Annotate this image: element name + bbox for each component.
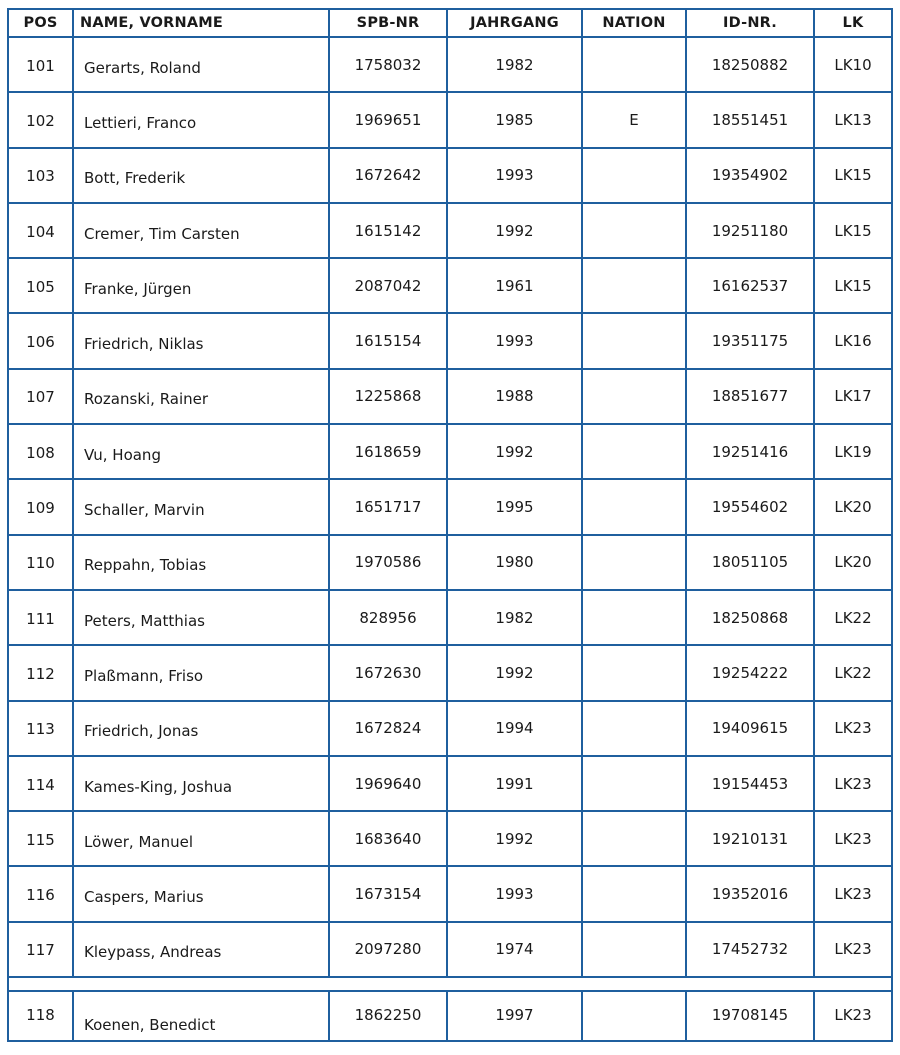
cell-pos: 109 — [7, 480, 72, 533]
header-name: NAME, VORNAME — [72, 10, 328, 36]
cell-lk: LK20 — [813, 536, 893, 589]
cell-jahrgang: 1992 — [446, 425, 581, 478]
cell-pos: 107 — [7, 370, 72, 423]
cell-name: Lettieri, Franco — [72, 93, 328, 146]
cell-spb: 1225868 — [328, 370, 446, 423]
cell-spb: 1862250 — [328, 992, 446, 1040]
cell-name: Plaßmann, Friso — [72, 646, 328, 699]
cell-jahrgang: 1993 — [446, 314, 581, 367]
cell-pos: 116 — [7, 867, 72, 920]
table-row — [7, 370, 893, 425]
cell-nation — [581, 480, 685, 533]
cell-id: 18250882 — [685, 38, 813, 91]
cell-jahrgang: 1993 — [446, 867, 581, 920]
cell-id: 19554602 — [685, 480, 813, 533]
cell-id: 19251416 — [685, 425, 813, 478]
header-pos: POS — [7, 10, 72, 36]
cell-name: Schaller, Marvin — [72, 480, 328, 533]
cell-name: Bott, Frederik — [72, 149, 328, 202]
cell-pos: 108 — [7, 425, 72, 478]
cell-pos: 110 — [7, 536, 72, 589]
cell-nation — [581, 259, 685, 312]
cell-spb: 2087042 — [328, 259, 446, 312]
table-row — [7, 93, 893, 148]
cell-lk: LK23 — [813, 923, 893, 976]
cell-nation — [581, 812, 685, 865]
cell-pos: 104 — [7, 204, 72, 257]
cell-lk: LK23 — [813, 757, 893, 810]
cell-spb: 1618659 — [328, 425, 446, 478]
table-row — [7, 702, 893, 757]
cell-jahrgang: 1992 — [446, 204, 581, 257]
table-row — [7, 923, 893, 978]
cell-spb: 1672642 — [328, 149, 446, 202]
cell-lk: LK13 — [813, 93, 893, 146]
cell-lk: LK16 — [813, 314, 893, 367]
player-table — [7, 8, 893, 1042]
table-row — [7, 757, 893, 812]
cell-spb: 2097280 — [328, 923, 446, 976]
cell-id: 17452732 — [685, 923, 813, 976]
cell-nation — [581, 149, 685, 202]
cell-pos: 105 — [7, 259, 72, 312]
cell-lk: LK23 — [813, 992, 893, 1040]
cell-pos: 101 — [7, 38, 72, 91]
cell-nation — [581, 591, 685, 644]
cell-jahrgang: 1994 — [446, 702, 581, 755]
cell-id: 19210131 — [685, 812, 813, 865]
cell-spb: 1672824 — [328, 702, 446, 755]
cell-pos: 114 — [7, 757, 72, 810]
table-row — [7, 591, 893, 646]
cell-id: 19251180 — [685, 204, 813, 257]
cell-id: 18551451 — [685, 93, 813, 146]
cell-spb: 1969651 — [328, 93, 446, 146]
cell-spb: 1615154 — [328, 314, 446, 367]
cell-lk: LK15 — [813, 149, 893, 202]
cell-name: Kleypass, Andreas — [72, 923, 328, 976]
cell-jahrgang: 1992 — [446, 812, 581, 865]
cell-id: 19409615 — [685, 702, 813, 755]
cell-lk: LK23 — [813, 812, 893, 865]
cell-name: Koenen, Benedict — [72, 992, 328, 1040]
cell-jahrgang: 1988 — [446, 370, 581, 423]
cell-name: Cremer, Tim Carsten — [72, 204, 328, 257]
cell-jahrgang: 1997 — [446, 992, 581, 1040]
cell-nation — [581, 38, 685, 91]
cell-id: 19352016 — [685, 867, 813, 920]
table-row — [7, 990, 893, 1042]
cell-pos: 102 — [7, 93, 72, 146]
table-row — [7, 536, 893, 591]
cell-lk: LK22 — [813, 646, 893, 699]
cell-name: Friedrich, Jonas — [72, 702, 328, 755]
cell-nation — [581, 204, 685, 257]
table-row — [7, 646, 893, 701]
cell-spb: 1970586 — [328, 536, 446, 589]
cell-spb: 1651717 — [328, 480, 446, 533]
cell-jahrgang: 1980 — [446, 536, 581, 589]
cell-name: Gerarts, Roland — [72, 38, 328, 91]
cell-lk: LK10 — [813, 38, 893, 91]
cell-nation — [581, 646, 685, 699]
cell-nation — [581, 425, 685, 478]
cell-id: 19254222 — [685, 646, 813, 699]
cell-id: 19354902 — [685, 149, 813, 202]
cell-nation — [581, 536, 685, 589]
table-row — [7, 867, 893, 922]
table-row — [7, 259, 893, 314]
cell-nation — [581, 923, 685, 976]
cell-nation: E — [581, 93, 685, 146]
cell-name: Franke, Jürgen — [72, 259, 328, 312]
cell-jahrgang: 1982 — [446, 38, 581, 91]
table-row — [7, 38, 893, 93]
cell-name: Vu, Hoang — [72, 425, 328, 478]
table-header — [7, 8, 893, 38]
cell-jahrgang: 1982 — [446, 591, 581, 644]
cell-nation — [581, 992, 685, 1040]
cell-jahrgang: 1974 — [446, 923, 581, 976]
cell-pos: 113 — [7, 702, 72, 755]
cell-name: Kames-King, Joshua — [72, 757, 328, 810]
cell-lk: LK23 — [813, 702, 893, 755]
cell-spb: 1969640 — [328, 757, 446, 810]
cell-pos: 118 — [7, 992, 72, 1040]
cell-jahrgang: 1991 — [446, 757, 581, 810]
table-row — [7, 480, 893, 535]
header-lk: LK — [813, 10, 893, 36]
cell-pos: 106 — [7, 314, 72, 367]
cell-nation — [581, 867, 685, 920]
cell-lk: LK19 — [813, 425, 893, 478]
cell-id: 19351175 — [685, 314, 813, 367]
cell-spb: 1758032 — [328, 38, 446, 91]
cell-spb: 1673154 — [328, 867, 446, 920]
cell-spb: 1615142 — [328, 204, 446, 257]
cell-lk: LK15 — [813, 204, 893, 257]
cell-lk: LK23 — [813, 867, 893, 920]
cell-name: Löwer, Manuel — [72, 812, 328, 865]
cell-pos: 112 — [7, 646, 72, 699]
cell-lk: LK15 — [813, 259, 893, 312]
cell-id: 18250868 — [685, 591, 813, 644]
cell-nation — [581, 702, 685, 755]
cell-id: 18851677 — [685, 370, 813, 423]
cell-pos: 115 — [7, 812, 72, 865]
cell-pos: 111 — [7, 591, 72, 644]
cell-jahrgang: 1995 — [446, 480, 581, 533]
cell-nation — [581, 314, 685, 367]
cell-lk: LK20 — [813, 480, 893, 533]
header-id: ID-NR. — [685, 10, 813, 36]
cell-spb: 1683640 — [328, 812, 446, 865]
cell-id: 16162537 — [685, 259, 813, 312]
cell-name: Friedrich, Niklas — [72, 314, 328, 367]
cell-pos: 103 — [7, 149, 72, 202]
cell-nation — [581, 757, 685, 810]
cell-name: Reppahn, Tobias — [72, 536, 328, 589]
cell-jahrgang: 1985 — [446, 93, 581, 146]
header-jahrgang: JAHRGANG — [446, 10, 581, 36]
table-row — [7, 314, 893, 369]
table-gap — [7, 978, 893, 990]
header-nation: NATION — [581, 10, 685, 36]
cell-id: 18051105 — [685, 536, 813, 589]
table-row — [7, 204, 893, 259]
cell-id: 19708145 — [685, 992, 813, 1040]
cell-name: Peters, Matthias — [72, 591, 328, 644]
cell-pos: 117 — [7, 923, 72, 976]
table-row — [7, 149, 893, 204]
cell-jahrgang: 1993 — [446, 149, 581, 202]
table-row — [7, 812, 893, 867]
cell-spb: 1672630 — [328, 646, 446, 699]
table-row — [7, 425, 893, 480]
table-body — [7, 38, 893, 978]
cell-jahrgang: 1961 — [446, 259, 581, 312]
cell-lk: LK22 — [813, 591, 893, 644]
header-spb: SPB-NR — [328, 10, 446, 36]
cell-spb: 828956 — [328, 591, 446, 644]
cell-id: 19154453 — [685, 757, 813, 810]
cell-nation — [581, 370, 685, 423]
cell-name: Caspers, Marius — [72, 867, 328, 920]
cell-jahrgang: 1992 — [446, 646, 581, 699]
cell-lk: LK17 — [813, 370, 893, 423]
cell-name: Rozanski, Rainer — [72, 370, 328, 423]
